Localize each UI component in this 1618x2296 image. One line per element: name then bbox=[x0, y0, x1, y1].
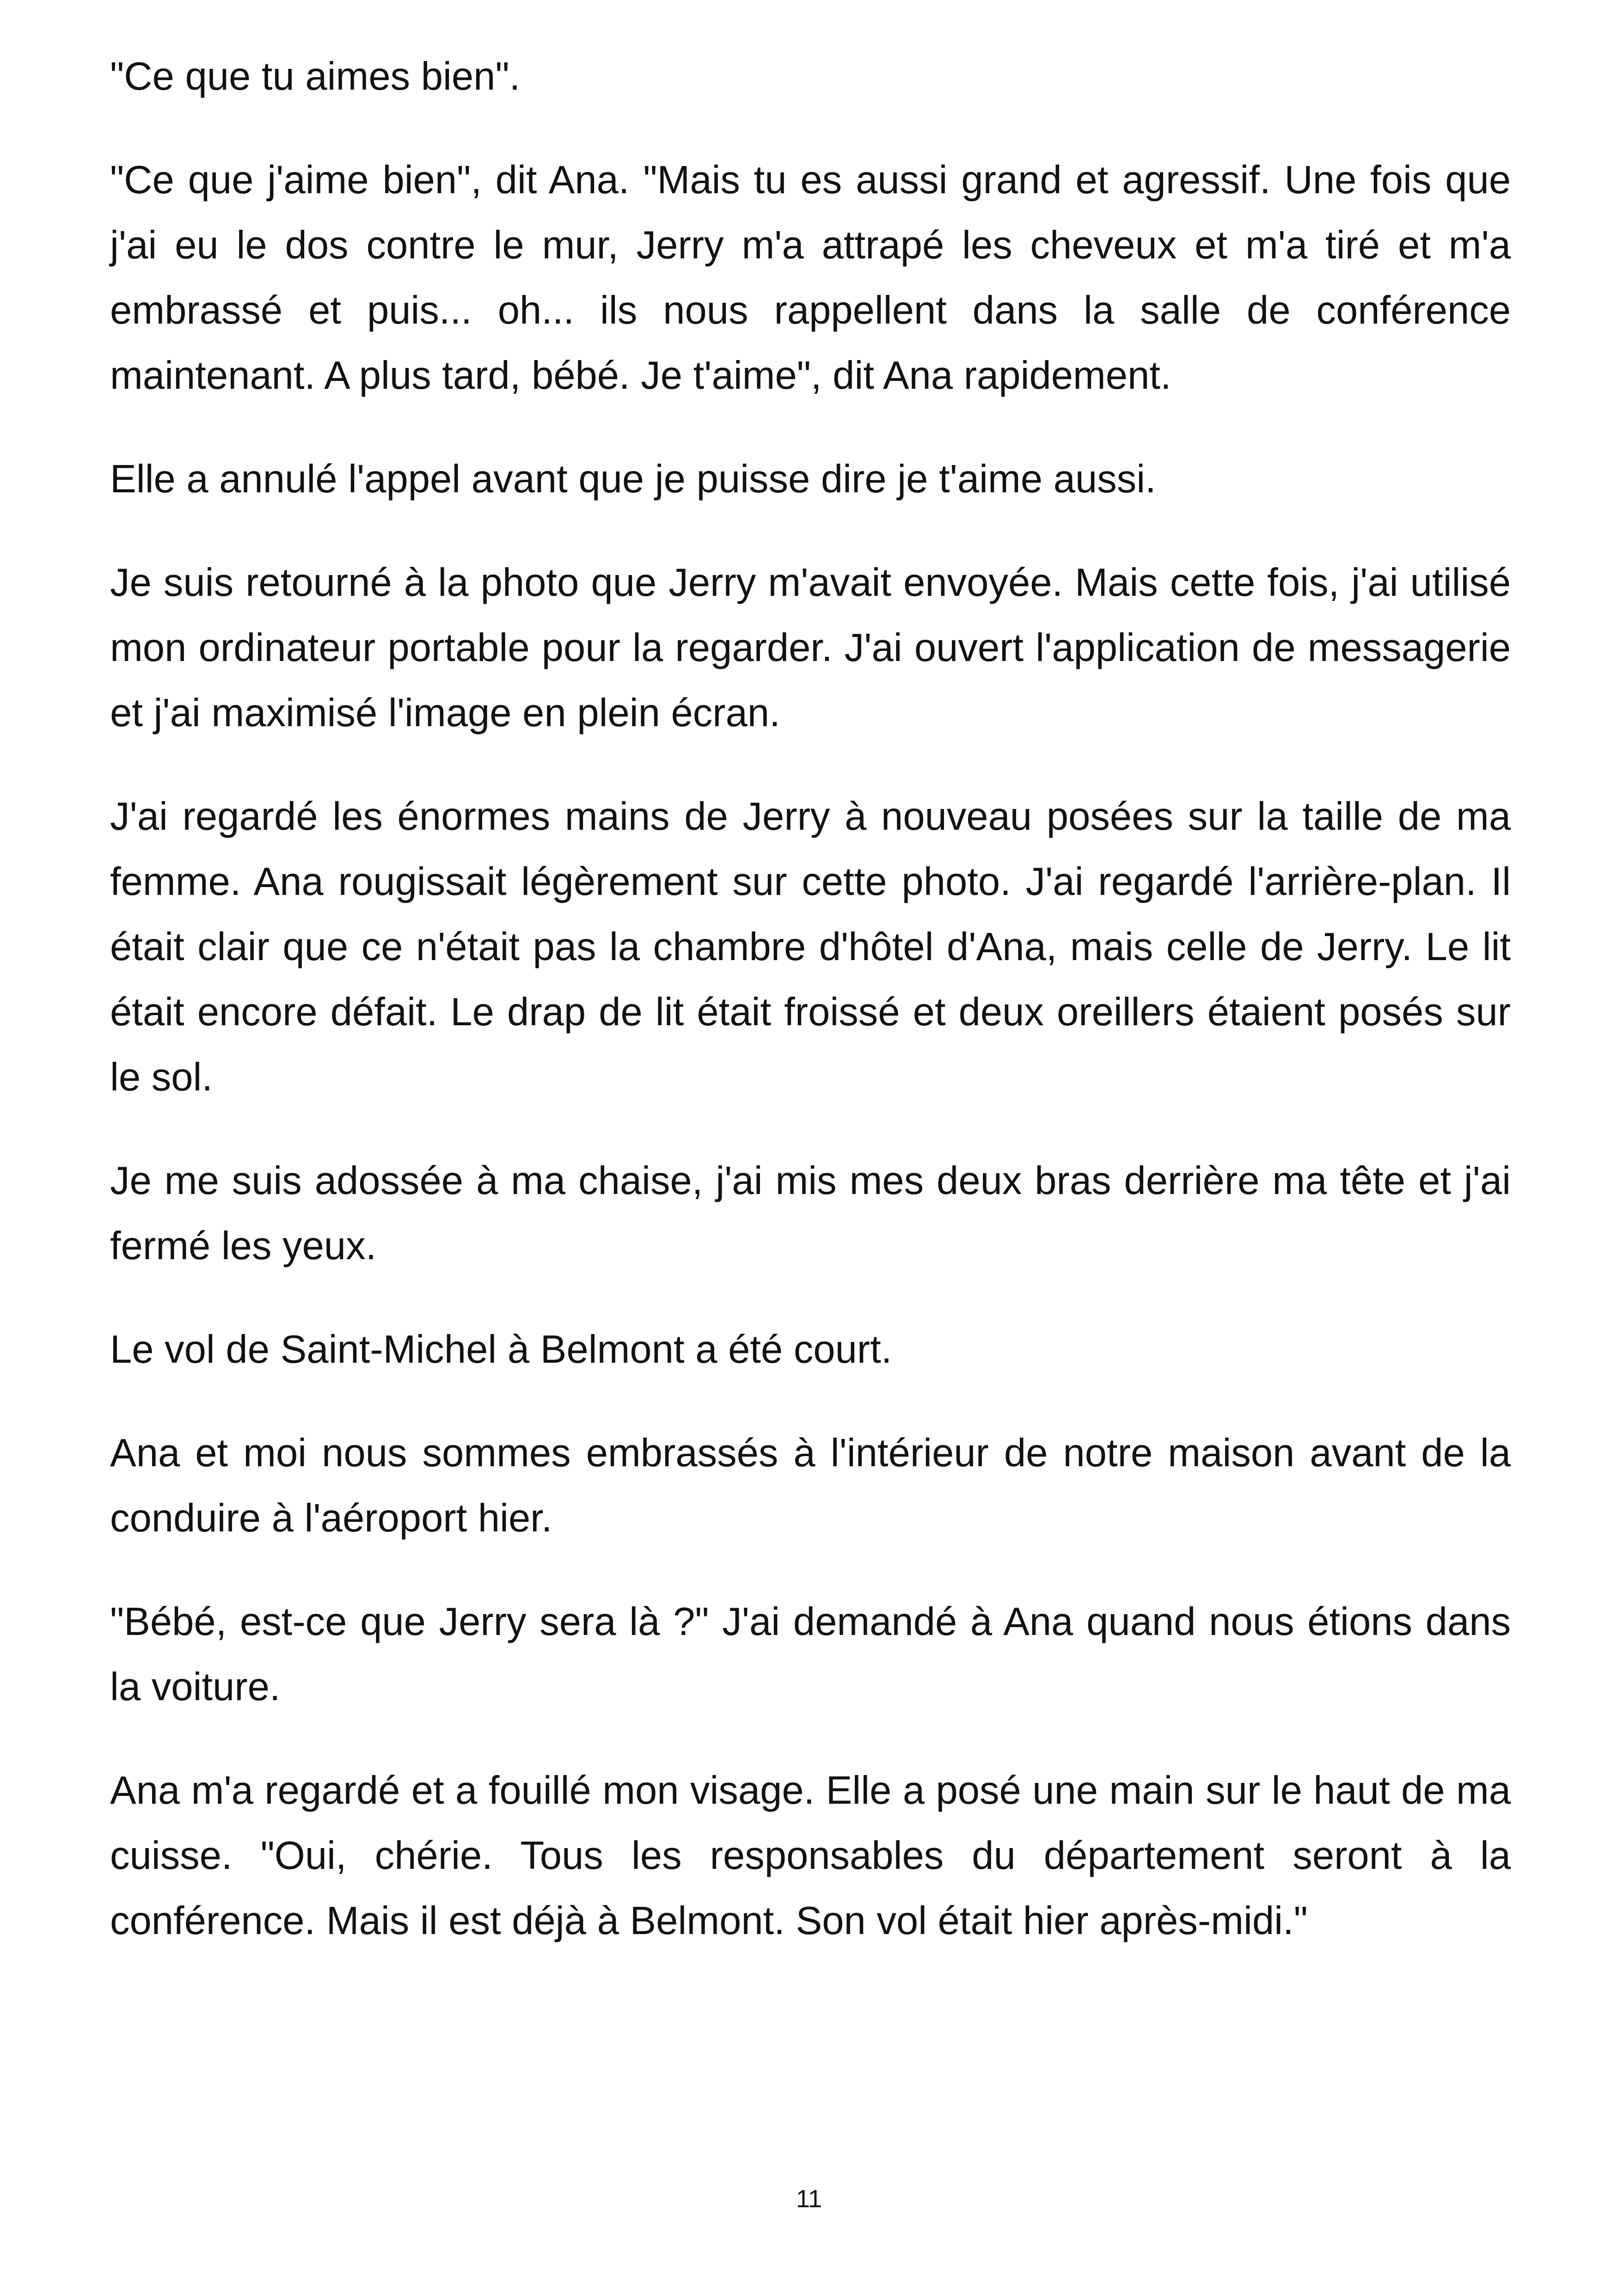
paragraph-5: J'ai regardé les énormes mains de Jerry à nouveau posées sur la taille de ma femme. Ana rougissait légèrement sur cette photo. J'ai regardé l'arrière-plan. Il était clair que ce n'était pas la chambre d'hôtel d'Ana, mais celle de Jerry. Le lit était encore défait. Le drap de lit était froissé et deux oreillers étaient posés sur le sol. bbox=[110, 795, 1511, 1099]
paragraph-6: Je me suis adossée à ma chaise, j'ai mis mes deux bras derrière ma tête et j'ai fermé les yeux. bbox=[110, 1159, 1511, 1268]
paragraph-9: "Bébé, est-ce que Jerry sera là ?" J'ai demandé à Ana quand nous étions dans la voiture. bbox=[110, 1600, 1511, 1709]
body-text bbox=[110, 44, 1511, 1953]
paragraph-2: "Ce que j'aime bien", dit Ana. "Mais tu es aussi grand et agressif. Une fois que j'ai eu le dos contre le mur, Jerry m'a attrapé les cheveux et m'a tiré et m'a embrassé et puis... oh... ils nous rappellent dans la salle de conférence maintenant. A plus tard, bébé. Je t'aime", dit Ana rapidement. bbox=[110, 158, 1511, 398]
paragraph-1: "Ce que tu aimes bien". bbox=[110, 55, 521, 98]
paragraph-4: Je suis retourné à la photo que Jerry m'avait envoyée. Mais cette fois, j'ai utilisé mon ordinateur portable pour la regarder. J'ai ouvert l'application de messagerie et j'ai maximisé l'image en plein écran. bbox=[110, 561, 1511, 735]
paragraph-8: Ana et moi nous sommes embrassés à l'intérieur de notre maison avant de la conduire à l'aéroport hier. bbox=[110, 1431, 1511, 1540]
page-number: 11 bbox=[796, 2185, 822, 2213]
paragraph-3: Elle a annulé l'appel avant que je puisse dire je t'aime aussi. bbox=[110, 457, 1156, 501]
paragraph-10: Ana m'a regardé et a fouillé mon visage. Elle a posé une main sur le haut de ma cuisse. "Oui, chérie. Tous les responsables du département seront à la conférence. Mais il est déjà à Belmont. Son vol était hier après-midi." bbox=[110, 1769, 1511, 1943]
paragraph-7: Le vol de Saint-Michel à Belmont a été court. bbox=[110, 1328, 892, 1371]
